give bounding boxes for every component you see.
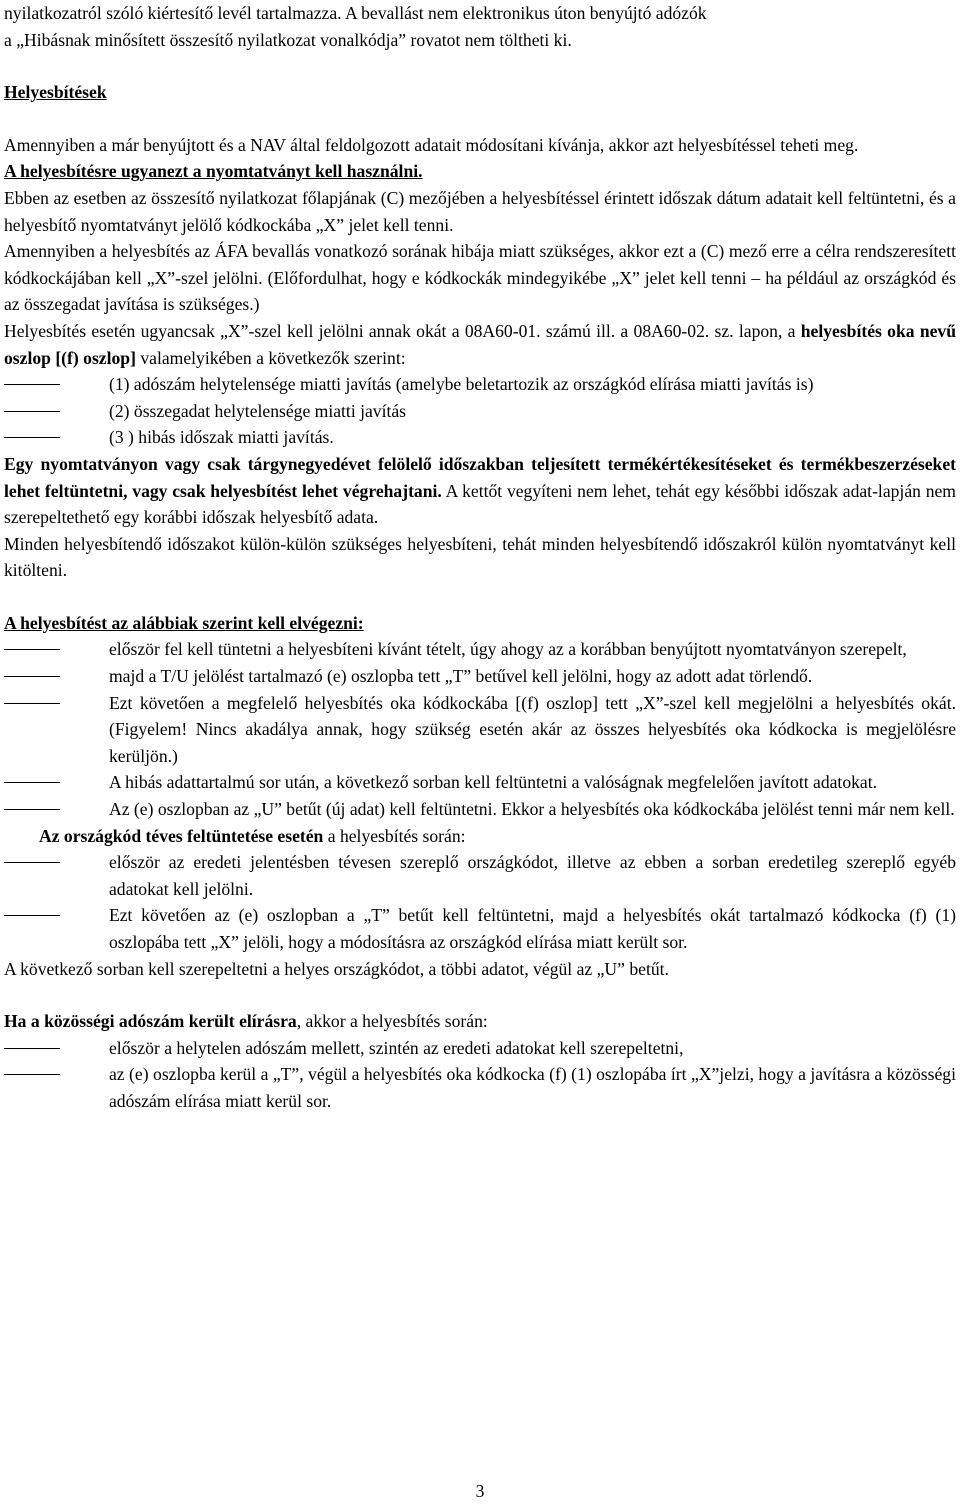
intro-text xyxy=(4,0,956,53)
paragraph-3: Amennyiben a helyesbítés az ÁFA bevallás vonatkozó sorának hibája miatt szükséges, akkor ezt a (C) mező erre a célra rendszeresített kódkockájában kell „X”-szel jelölni. (Előfordulhat, hogy e kódkockák mindegyikébe „X” jelet kell tenni – ha például az országkód és az összegadat javítása is szükséges.) xyxy=(4,241,956,315)
country-steps-list xyxy=(4,849,956,955)
section-heading-2: A helyesbítést az alábbiak szerint kell elvégezni: xyxy=(4,612,364,633)
paragraph-6: Minden helyesbítendő időszakot külön-külön szükséges helyesbíteni, tehát minden helyesbítendő időszakról külön nyomtatványt kell kitölteni. xyxy=(4,533,956,581)
paragraph-4-text-a: Helyesbítés esetén ugyancsak „X”-szel kell jelölni annak okát a 08A60-01. számú ill. a 08A60-02. sz. lapon, a xyxy=(4,320,801,341)
intro-line-2: a „Hibásnak minősített összesítő nyilatkozat vonalkódja” rovatot nem töltheti ki. xyxy=(4,29,572,50)
list-item: Az (e) oszlopban az „U” betűt (új adat) kell feltüntetni. Ekkor a helyesbítés oka kódkockába jelölést tenni már nem kell. xyxy=(4,796,956,823)
section-heading: Helyesbítések xyxy=(4,82,107,103)
list-item: (2) összegadat helytelensége miatti javítás xyxy=(4,398,956,425)
country-code-text: a helyesbítés során: xyxy=(323,825,466,846)
list-item: először a helytelen adószám mellett, szintén az eredeti adatokat kell szerepeltetni, xyxy=(4,1035,956,1062)
paragraph-5-text: A kettőt vegyíteni nem lehet, tehát egy későbbi időszak adat-lapján nem szerepeltethető egy korábbi időszak helyesbítő adata. xyxy=(4,480,956,528)
community-tax-intro xyxy=(4,1008,956,1035)
paragraph-5-bold: Egy nyomtatványon vagy csak tárgynegyedévet felölelő időszakban teljesített termékértékesítéseket és termékbeszerzéseket lehet feltüntetni, vagy csak helyesbítést lehet végrehajtani. xyxy=(4,453,956,501)
list-item: Ezt követően a megfelelő helyesbítés oka kódkockába [(f) oszlop] tett „X”-szel kell megjelölni a helyesbítés okát. (Figyelem! Nincs akadálya annak, hogy szükség esetén akár az összes helyesbítés oka kódkocka is megjelölésre kerüljön.) xyxy=(4,690,956,770)
reason-list xyxy=(4,371,956,451)
spacer xyxy=(4,982,956,1008)
list-item: Ezt követően az (e) oszlopban a „T” betűt kell feltüntetni, majd a helyesbítés okát tartalmazó kódkocka (f) (1) oszlopába tett „X” jelöli, hogy a módosításra az országkód elírása miatt került sor. xyxy=(4,902,956,955)
list-item: A hibás adattartalmú sor után, a következő sorban kell feltüntetni a valóságnak megfelelően javított adatokat. xyxy=(4,769,956,796)
community-tax-text: , akkor a helyesbítés során: xyxy=(296,1011,488,1032)
paragraph-5 xyxy=(4,451,956,531)
country-code-bold: Az országkód téves feltüntetése esetén xyxy=(39,825,324,846)
paragraph-1-bold: A helyesbítésre ugyanezt a nyomtatványt kell használni. xyxy=(4,161,423,182)
list-item: először fel kell tüntetni a helyesbíteni kívánt tételt, úgy ahogy az a korábban benyújtott nyomtatványon szerepelt, xyxy=(4,636,956,663)
paragraph-1-text: Amennyiben a már benyújtott és a NAV által feldolgozott adatait módosítani kívánja, akkor azt helyesbítéssel teheti meg. xyxy=(4,134,859,155)
community-tax-bold: Ha a közösségi adószám került elírásra xyxy=(4,1011,297,1032)
intro-line-1: nyilatkozatról szóló kiértesítő levél tartalmazza. A bevallást nem elektronikus úton benyújtó adózók xyxy=(4,3,707,23)
list-item: először az eredeti jelentésben tévesen szereplő országkódot, illetve az ebben a sorban eredetileg szereplő egyéb adatokat kell jelölni. xyxy=(4,849,956,902)
paragraph-1 xyxy=(4,132,956,185)
spacer xyxy=(4,584,956,610)
paragraph-4-text-b: valamelyikében a következők szerint: xyxy=(135,347,406,368)
community-steps-list xyxy=(4,1035,956,1115)
list-item: az (e) oszlopba kerül a „T”, végül a helyesbítés oka kódkocka (f) (1) oszlopába írt „X”jelzi, hogy a javításra a közösségi adószám elírása miatt kerül sor. xyxy=(4,1061,956,1114)
paragraph-4 xyxy=(4,318,956,371)
country-code-intro xyxy=(4,823,956,850)
steps-list xyxy=(4,636,956,822)
list-item: majd a T/U jelölést tartalmazó (e) oszlopba tett „T” betűvel kell jelölni, hogy az adott adat törlendő. xyxy=(4,663,956,690)
list-item: (3 ) hibás időszak miatti javítás. xyxy=(4,424,956,451)
page-number: 3 xyxy=(475,1481,485,1501)
paragraph-4-bold: helyesbítés oka nevű oszlop [(f) oszlop] xyxy=(4,320,956,368)
list-item: (1) adószám helytelensége miatti javítás (amelybe beletartozik az országkód elírása miatti javítás is) xyxy=(4,371,956,398)
spacer xyxy=(4,106,956,132)
paragraph-2: Ebben az esetben az összesítő nyilatkozat főlapjának (C) mezőjében a helyesbítéssel érintett időszak dátum adatait kell feltüntetni, és a helyesbítő nyomtatványt jelölő kódkockába „X” jelet kell tenni. xyxy=(4,187,956,235)
country-code-after: A következő sorban kell szerepeltetni a helyes országkódot, a többi adatot, végül az „U” betűt. xyxy=(4,958,669,979)
